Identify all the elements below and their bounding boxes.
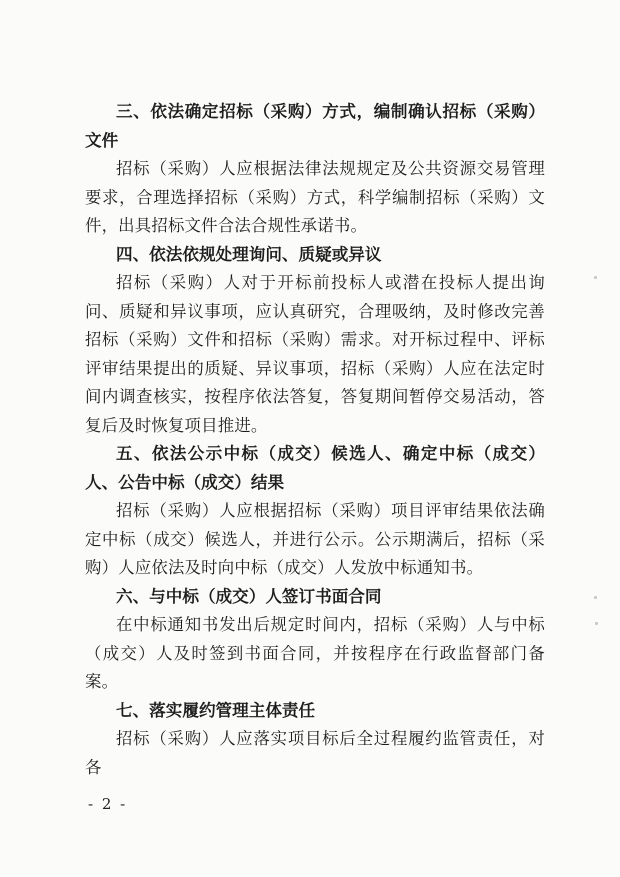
document-body [85,98,545,782]
section-body-5: 招标（采购）人应根据招标（采购）项目评审结果依法确定中标（成交）候选人，并进行公示。公示期满后，招标（采购）人应依法及时向中标（成交）人发放中标通知书。 [85,501,545,577]
section-body-6: 在中标通知书发出后规定时间内，招标（采购）人与中标（成交）人及时签到书面合同，并按程序在行政监督部门备案。 [85,615,545,691]
section-heading-5: 五、依法公示中标（成交）候选人、确定中标（成交）人、公告中标（成交）结果 [85,444,545,492]
section-body-3: 招标（采购）人应根据法律法规规定及公共资源交易管理要求，合理选择招标（采购）方式，科学编制招标（采购）文件，出具招标文件合法合规性承诺书。 [85,159,545,235]
page-number: - 2 - [88,795,128,813]
scan-speck [595,622,598,625]
section-heading-7: 七、落实履约管理主体责任 [116,700,316,720]
section-heading-4: 四、依法依规处理询问、质疑或异议 [116,244,382,264]
section-heading-6: 六、与中标（成交）人签订书面合同 [116,586,382,606]
scan-speck [594,596,597,599]
scan-speck [594,276,597,279]
section-heading-3: 三、依法确定招标（采购）方式，编制确认招标（采购）文件 [85,102,545,150]
section-body-4: 招标（采购）人对于开标前投标人或潜在投标人提出询问、质疑和异议事项，应认真研究，合理吸纳，及时修改完善招标（采购）文件和招标（采购）需求。对开标过程中、评标评审结果提出的质疑、异议事项，招标（采购）人应在法定时间内调查核实，按程序依法答复，答复期间暂停交易活动，答复后及时恢复项目推进。 [85,273,545,435]
section-body-7: 招标（采购）人应落实项目标后全过程履约监管责任，对各 [85,729,545,777]
